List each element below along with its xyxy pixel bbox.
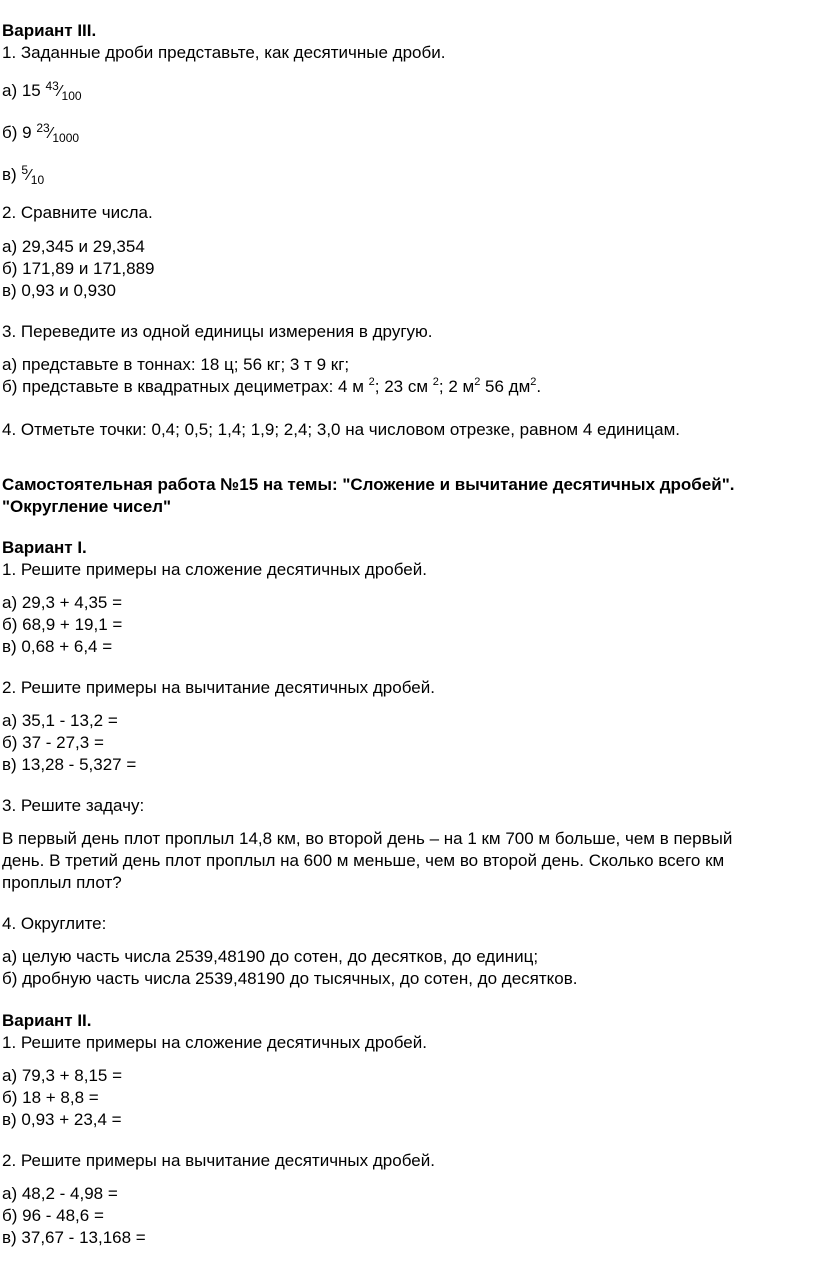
v3-1c-prefix: в) bbox=[2, 165, 22, 184]
v2-task-1: 1. Решите примеры на сложение десятичных дробей. bbox=[2, 1033, 427, 1052]
v3-task-1c bbox=[2, 164, 44, 186]
v3-3b-part: 56 дм bbox=[480, 377, 531, 396]
superscript: 2 bbox=[530, 376, 537, 388]
v3-1b-prefix: б) 9 bbox=[2, 123, 37, 142]
variant-1-title: Вариант I. bbox=[2, 538, 87, 557]
v1-task-2: 2. Решите примеры на вычитание десятичных дробей. bbox=[2, 678, 435, 697]
v3-task-2a: а) 29,345 и 29,354 bbox=[2, 237, 145, 256]
variant-2-title: Вариант II. bbox=[2, 1011, 92, 1030]
v1-task-1b: б) 68,9 + 19,1 = bbox=[2, 615, 123, 634]
v3-task-2c: в) 0,93 и 0,930 bbox=[2, 281, 116, 300]
v3-task-2: 2. Сравните числа. bbox=[2, 203, 153, 222]
v3-1a-prefix: а) 15 bbox=[2, 81, 46, 100]
v3-task-3: 3. Переведите из одной единицы измерения в другую. bbox=[2, 322, 433, 341]
v2-task-2b: б) 96 - 48,6 = bbox=[2, 1206, 104, 1225]
v1-task-4: 4. Округлите: bbox=[2, 914, 107, 933]
v1-task-3: 3. Решите задачу: bbox=[2, 796, 145, 815]
fraction-5-10: 5⁄10 bbox=[21, 163, 45, 187]
v3-3b-part: б) представьте в квадратных дециметрах: 4 м bbox=[2, 377, 369, 396]
v2-task-2: 2. Решите примеры на вычитание десятичных дробей. bbox=[2, 1151, 435, 1170]
v1-task-1a: а) 29,3 + 4,35 = bbox=[2, 593, 123, 612]
v3-3b-part: ; 23 см bbox=[374, 377, 433, 396]
fraction-numerator: 43 bbox=[45, 79, 59, 93]
v3-3b-part: ; 2 м bbox=[438, 377, 475, 396]
v2-task-1b: б) 18 + 8,8 = bbox=[2, 1088, 99, 1107]
superscript: 2 bbox=[432, 376, 439, 388]
fraction-denominator: 10 bbox=[30, 173, 45, 187]
v2-task-1a: а) 79,3 + 8,15 = bbox=[2, 1066, 123, 1085]
v3-task-1b bbox=[2, 122, 79, 144]
v3-task-3a: а) представьте в тоннах: 18 ц; 56 кг; 3 т 9 кг; bbox=[2, 355, 350, 374]
v1-task-1: 1. Решите примеры на сложение десятичных дробей. bbox=[2, 560, 427, 579]
section-heading-line-1: Самостоятельная работа №15 на темы: "Сложение и вычитание десятичных дробей". bbox=[2, 475, 735, 494]
v1-problem-line-2: день. В третий день плот проплыл на 600 м меньше, чем во второй день. Сколько всего км bbox=[2, 851, 725, 870]
v1-task-1c: в) 0,68 + 6,4 = bbox=[2, 637, 113, 656]
v3-3b-part: . bbox=[536, 377, 542, 396]
v1-task-4b: б) дробную часть числа 2539,48190 до тысячных, до сотен, до десятков. bbox=[2, 969, 578, 988]
section-heading-line-2: "Округление чисел" bbox=[2, 497, 172, 516]
fraction-numerator: 5 bbox=[21, 163, 29, 177]
superscript: 2 bbox=[368, 376, 375, 388]
fraction-denominator: 1000 bbox=[52, 131, 80, 145]
v3-task-2b: б) 171,89 и 171,889 bbox=[2, 259, 155, 278]
v3-task-1a bbox=[2, 80, 82, 102]
variant-3-title: Вариант III. bbox=[2, 21, 97, 40]
v1-problem-line-3: проплыл плот? bbox=[2, 873, 122, 892]
v1-task-4a: а) целую часть числа 2539,48190 до сотен, до десятков, до единиц; bbox=[2, 947, 539, 966]
fraction-numerator: 23 bbox=[36, 121, 50, 135]
v3-task-4: 4. Отметьте точки: 0,4; 0,5; 1,4; 1,9; 2,4; 3,0 на числовом отрезке, равном 4 единицам. bbox=[2, 420, 681, 439]
v2-task-2a: а) 48,2 - 4,98 = bbox=[2, 1184, 118, 1203]
v2-task-2c: в) 37,67 - 13,168 = bbox=[2, 1228, 146, 1247]
v2-task-1c: в) 0,93 + 23,4 = bbox=[2, 1110, 122, 1129]
v1-task-2b: б) 37 - 27,3 = bbox=[2, 733, 104, 752]
fraction-denominator: 100 bbox=[61, 89, 82, 103]
fraction-23-1000: 23⁄1000 bbox=[36, 121, 80, 145]
superscript: 2 bbox=[474, 376, 481, 388]
fraction-43-100: 43⁄100 bbox=[45, 79, 82, 103]
v3-task-1: 1. Заданные дроби представьте, как десятичные дроби. bbox=[2, 43, 446, 62]
v1-task-2c: в) 13,28 - 5,327 = bbox=[2, 755, 137, 774]
v3-task-3b bbox=[2, 376, 541, 398]
v1-task-2a: а) 35,1 - 13,2 = bbox=[2, 711, 118, 730]
v1-problem-line-1: В первый день плот проплыл 14,8 км, во второй день – на 1 км 700 м больше, чем в первый bbox=[2, 829, 733, 848]
